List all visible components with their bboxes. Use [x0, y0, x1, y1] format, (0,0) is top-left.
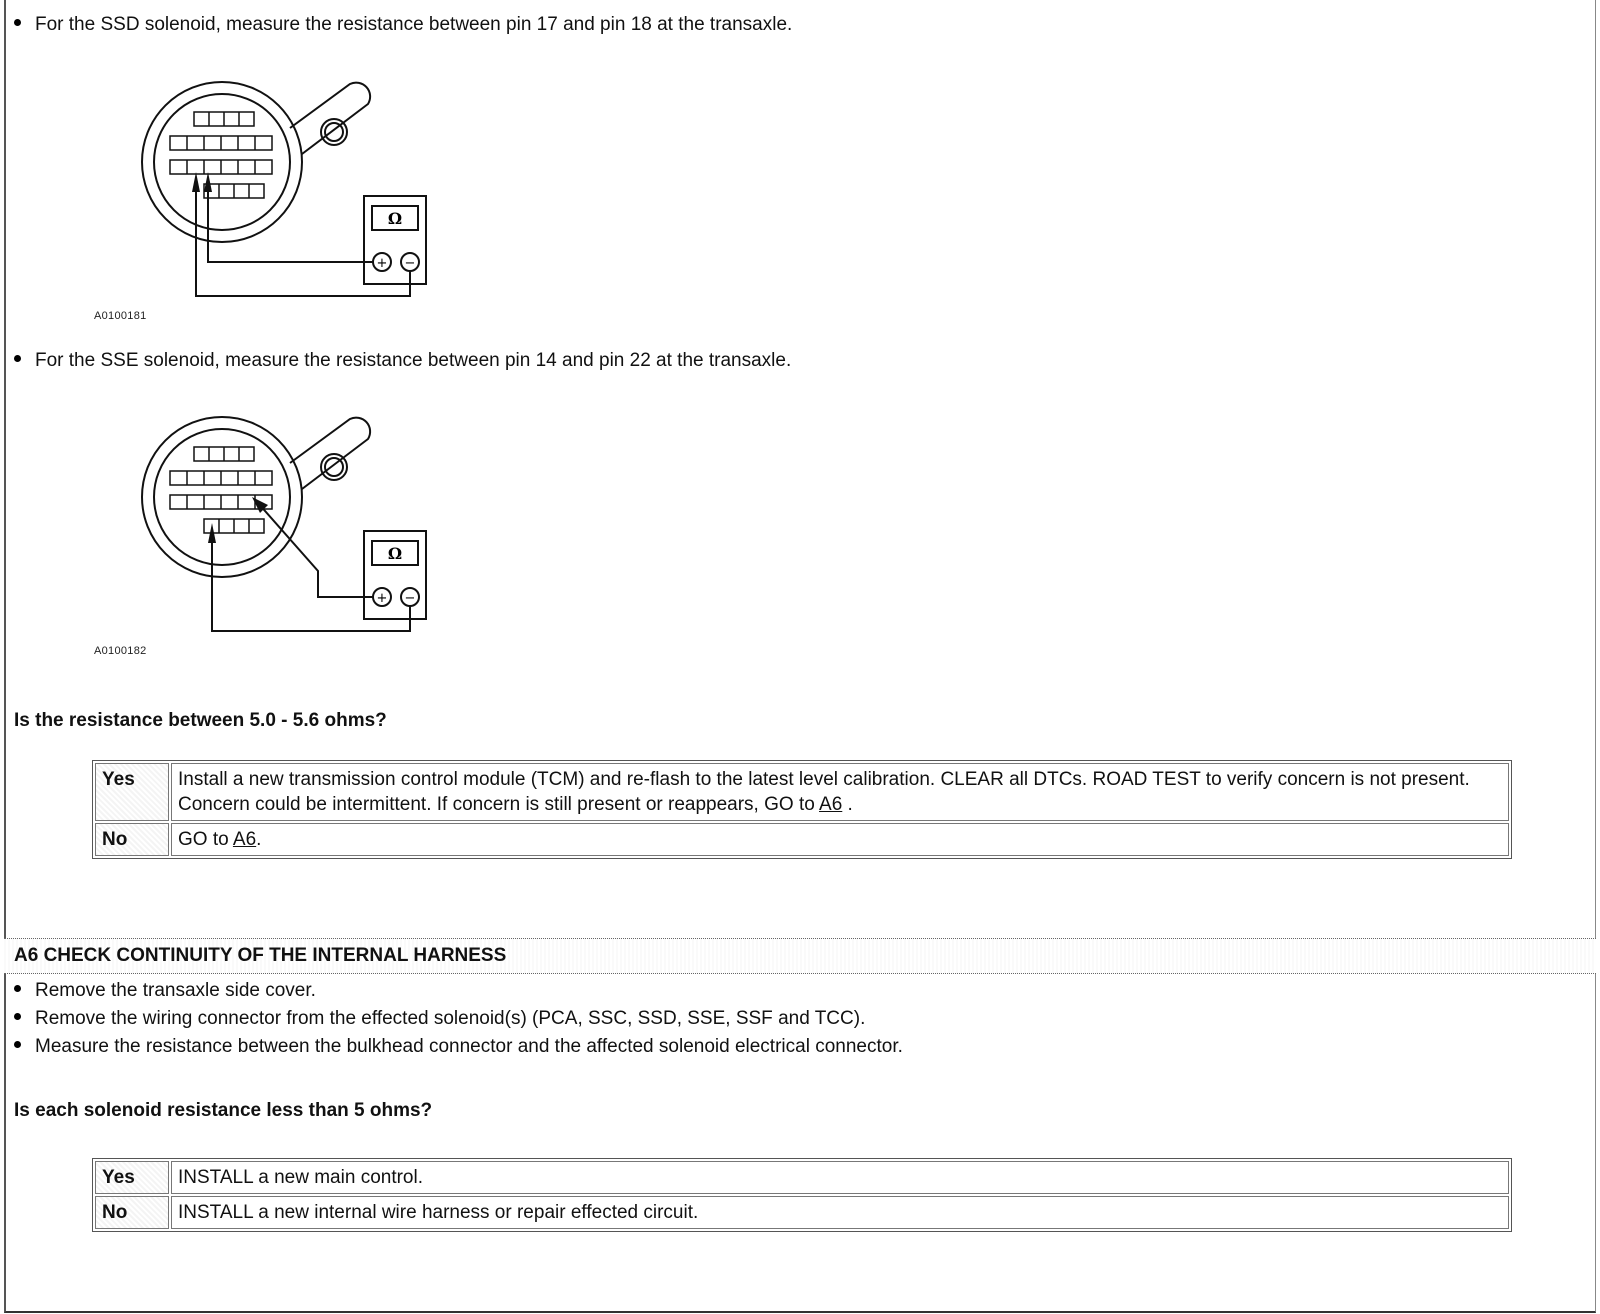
table-row — [95, 1161, 1509, 1194]
no-label: No — [95, 823, 169, 856]
table-row — [95, 1196, 1509, 1229]
svg-text:−: − — [404, 591, 416, 606]
a6-answer-table — [92, 1158, 1512, 1232]
figure-caption: A0100181 — [94, 310, 147, 322]
yes-label: Yes — [95, 1161, 169, 1194]
a6-step-1: Remove the transaxle side cover. — [14, 980, 316, 1002]
ssd-connector-diagram — [140, 70, 450, 310]
a6-link[interactable]: A6 — [819, 794, 843, 815]
a5-question: Is the resistance between 5.0 - 5.6 ohms? — [14, 710, 387, 731]
yes-action: INSTALL a new main control. — [171, 1161, 1509, 1194]
a6-link[interactable]: A6 — [232, 829, 257, 850]
bullet-icon — [14, 355, 21, 362]
a6-step-3: Measure the resistance between the bulkhead connector and the affected solenoid electrical connector. — [14, 1036, 903, 1058]
svg-text:+: + — [376, 256, 388, 271]
ohm-symbol: Ω — [387, 209, 403, 228]
sse-connector-diagram — [140, 405, 450, 645]
bullet-icon — [14, 1041, 21, 1048]
a6-question: Is each solenoid resistance less than 5 ohms? — [14, 1100, 433, 1121]
a5-answer-table — [92, 760, 1512, 859]
no-label: No — [95, 1196, 169, 1229]
a6-step-2: Remove the wiring connector from the effected solenoid(s) (PCA, SSC, SSD, SSE, SSF and TCC). — [14, 1008, 865, 1030]
table-row — [95, 823, 1509, 856]
bullet-icon — [14, 985, 21, 992]
sse-instruction: For the SSE solenoid, measure the resistance between pin 14 and pin 22 at the transaxle. — [14, 350, 791, 372]
svg-text:+: + — [376, 591, 388, 606]
bullet-icon — [14, 1013, 21, 1020]
no-action: INSTALL a new internal wire harness or repair effected circuit. — [171, 1196, 1509, 1229]
a6-step-header — [4, 938, 1596, 974]
yes-label: Yes — [95, 763, 169, 821]
ssd-instruction: For the SSD solenoid, measure the resistance between pin 17 and pin 18 at the transaxle. — [14, 14, 792, 36]
yes-action: Install a new transmission control module (TCM) and re-flash to the latest level calibration. CLEAR all DTCs. ROAD TEST to verify concern is not present. Concern could be intermittent. If concern is still present or reappears, GO to A6 . — [171, 763, 1509, 821]
ohm-symbol: Ω — [387, 544, 403, 563]
bullet-icon — [14, 19, 21, 26]
table-row — [95, 763, 1509, 821]
no-action: GO to A6. — [171, 823, 1509, 856]
a6-title: A6 CHECK CONTINUITY OF THE INTERNAL HARNESS — [14, 945, 507, 966]
svg-text:−: − — [404, 256, 416, 271]
figure-caption: A0100182 — [94, 645, 147, 657]
